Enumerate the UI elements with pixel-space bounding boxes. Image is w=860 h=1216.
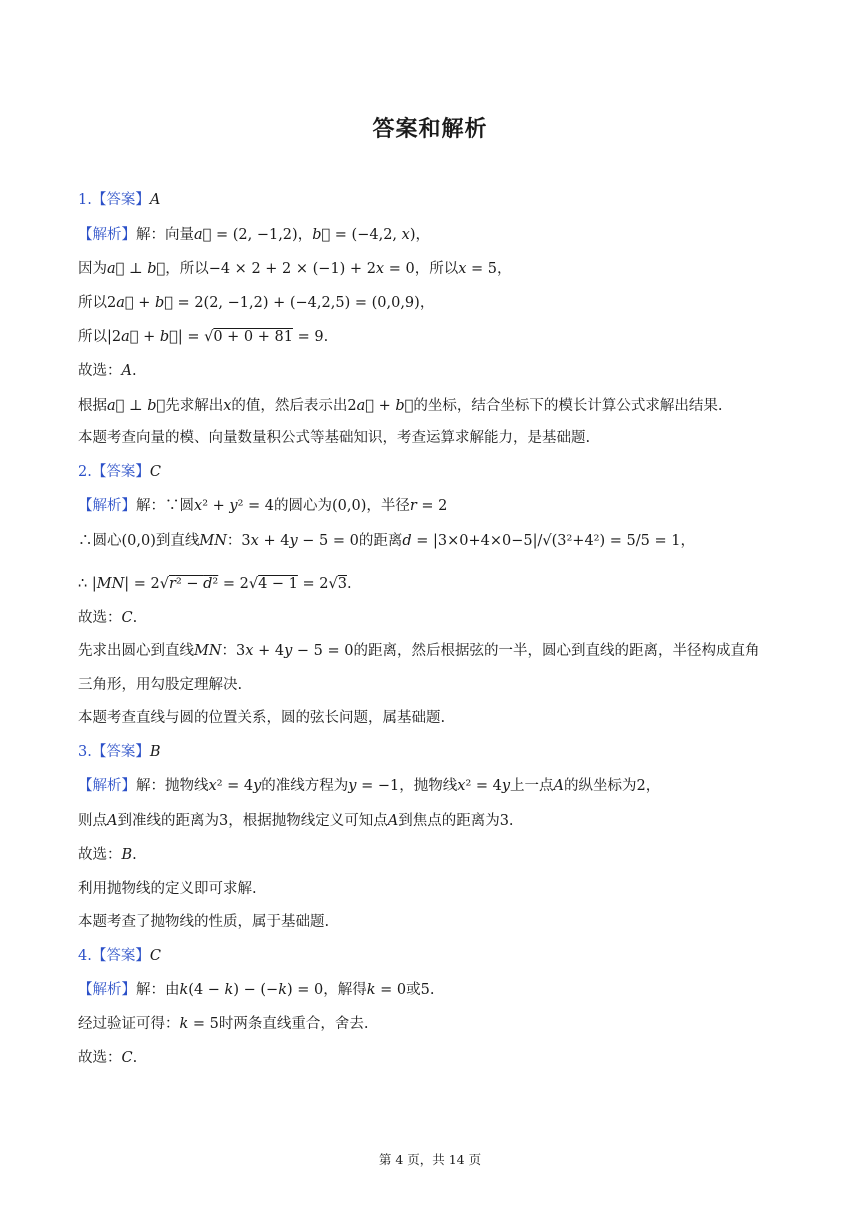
text-line: 利用抛物线的定义即可求解. (78, 881, 257, 897)
text-line: 本题考查向量的模、向量数量积公式等基础知识，考查运算求解能力，是基础题. (78, 430, 591, 446)
text-line: 【解析】解：∵圆x² + y² = 4的圆心为(0,0)，半径r = 2 (78, 498, 448, 514)
text-line: 根据a⃗ ⊥ b⃗先求解出x的值，然后表示出2a⃗ + b⃗的坐标，结合坐标下的模长计算公式求解出结果. (78, 398, 723, 414)
text-line: 2.【答案】C (78, 464, 161, 480)
text-line: 故选：A. (78, 363, 137, 379)
text-line: 4.【答案】C (78, 948, 161, 964)
text-line: 三角形，用勾股定理解决. (78, 677, 243, 693)
text-line: 本题考查直线与圆的位置关系，圆的弦长问题，属基础题. (78, 710, 446, 726)
text-line: 1.【答案】A (78, 192, 161, 208)
page-footer: 第 4 页，共 14 页 (378, 1152, 482, 1167)
text-line: 因为a⃗ ⊥ b⃗，所以−4 × 2 + 2 × (−1) + 2x = 0，所以x = 5， (78, 261, 512, 277)
text-line: 故选：B. (78, 847, 137, 863)
text-line: 【解析】解：由k(4 − k) − (−k) = 0，解得k = 0或5. (78, 982, 435, 998)
text-line: 故选：C. (78, 1050, 138, 1066)
text-line: 经过验证可得：k = 5时两条直线重合，舍去. (78, 1016, 369, 1032)
text-line: 所以|2a⃗ + b⃗| = √0 + 0 + 81 = 9. (78, 329, 329, 345)
text-line: 【解析】解：抛物线x² = 4y的准线方程为y = −1，抛物线x² = 4y上一点A的纵坐标为2， (78, 778, 661, 794)
text-line: 3.【答案】B (78, 744, 161, 760)
text-line: 所以2a⃗ + b⃗ = 2(2, −1,2) + (−4,2,5) = (0,0,9)， (78, 295, 435, 311)
text-line: 故选：C. (78, 610, 138, 626)
text-line: ∴ |MN| = 2√r² − d² = 2√4 − 1 = 2√3. (78, 576, 352, 592)
text-line: ∴圆心(0,0)到直线MN：3x + 4y − 5 = 0的距离d = |3×0+4×0−5|/√(3²+4²) = 5/5 = 1， (78, 533, 695, 549)
text-line: 本题考查了抛物线的性质，属于基础题. (78, 914, 330, 930)
text-line: 则点A到准线的距离为3，根据抛物线定义可知点A到焦点的距离为3. (78, 813, 514, 829)
text-line: 【解析】解：向量a⃗ = (2, −1,2)，b⃗ = (−4,2, x)， (78, 227, 430, 243)
text-line: 先求出圆心到直线MN：3x + 4y − 5 = 0的距离，然后根据弦的一半，圆心到直线的距离，半径构成直角 (78, 643, 760, 659)
page-title: 答案和解析 (372, 117, 488, 142)
